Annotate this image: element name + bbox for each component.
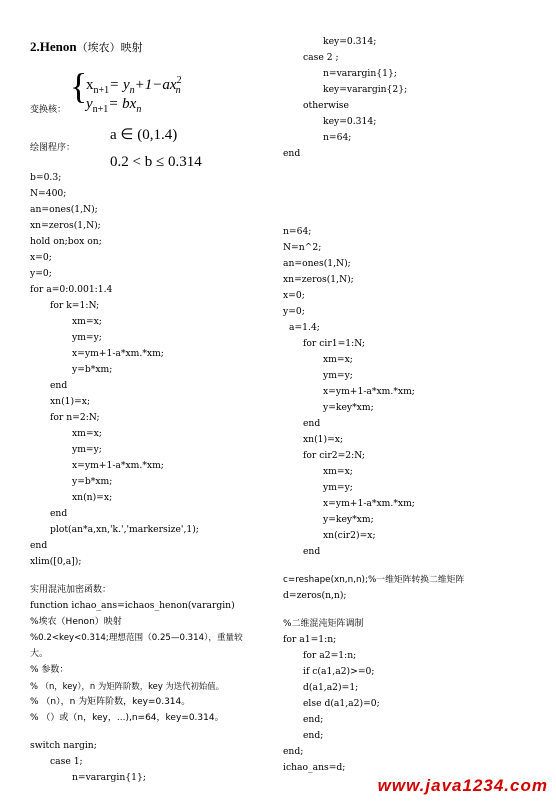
code-line: end: [303, 418, 321, 429]
code-line: hold on;box on;: [30, 236, 102, 247]
plot-label: 绘图程序：: [30, 143, 76, 153]
comment-line: % 参数：: [30, 665, 69, 675]
code-line: xm=x;: [72, 316, 102, 327]
comment-line: % （）或（n，key，...),n=64，key=0.314。: [30, 713, 224, 723]
code-line: xn(1)=x;: [303, 434, 344, 445]
code-line: case 2 ;: [303, 52, 339, 63]
code-line: n=varargin{1};: [72, 772, 146, 783]
code-line: xn(1)=x;: [50, 396, 91, 407]
code-line: y=key*xm;: [323, 402, 374, 413]
code-line: ym=y;: [72, 444, 102, 455]
code-line: for a=0:0.001:1.4: [30, 284, 113, 295]
code-line: x=ym+1-a*xm.*xm;: [323, 498, 415, 509]
code-line: if c(a1,a2)>=0;: [303, 666, 375, 677]
code-line: y=b*xm;: [72, 364, 113, 375]
code-line: an=ones(1,N);: [30, 204, 98, 215]
code-line: ym=y;: [323, 370, 353, 381]
code-line: for n=2:N;: [50, 412, 100, 423]
code-line: n=64;: [283, 226, 312, 237]
code-line: for a1=1:n;: [283, 634, 337, 645]
code-line: xn(cir2)=x;: [323, 530, 376, 541]
code-line: y=0;: [283, 306, 305, 317]
code-line: key=0.314;: [323, 116, 377, 127]
title-cn: 映射: [120, 41, 143, 54]
code-line: xn=zeros(1,N);: [30, 220, 101, 231]
func-heading: 实用混沌加密函数：: [30, 585, 112, 595]
code-line: end;: [303, 714, 324, 725]
code-line: end: [30, 540, 48, 551]
equation-brace: {: [70, 66, 88, 106]
title-en: 2.Henon: [30, 39, 77, 54]
code-line: otherwise: [303, 100, 349, 111]
watermark: www.java1234.com: [377, 776, 548, 795]
comment-line: 大。: [30, 649, 49, 659]
code-line: x=ym+1-a*xm.*xm;: [72, 348, 164, 359]
equation-line-2: $y_{n+1}= bx_n$: [86, 96, 142, 115]
code-line: key=varargin{2};: [323, 84, 408, 95]
code-line: y=b*xm;: [72, 476, 113, 487]
code-line: key=0.314;: [323, 36, 377, 47]
comment-line: %埃农（Henon）映射: [30, 617, 122, 627]
comment-line: % （n，key），n 为矩阵阶数，key 为迭代初始值。: [30, 681, 225, 691]
code-line: xm=x;: [323, 466, 353, 477]
code-line: function ichao_ans=ichaos_henon(varargin): [30, 600, 235, 611]
code-line: end;: [283, 746, 304, 757]
code-line: d(a1,a2)=1;: [303, 682, 359, 693]
condition-a: a ∈ (0,1.4): [110, 127, 178, 143]
condition-b: 0.2 < b ≤ 0.314: [110, 154, 202, 170]
code-line: c=reshape(xn,n,n);%一维矩阵转换二维矩阵: [283, 575, 465, 585]
code-line: end;: [303, 730, 324, 741]
code-line: ichao_ans=d;: [283, 762, 346, 773]
code-line: end: [50, 380, 68, 391]
code-line: y=key*xm;: [323, 514, 374, 525]
comment-line: %0.2<key<0.314;理想范围（0.25—0.314），重量较: [30, 633, 243, 643]
code-line: xm=x;: [323, 354, 353, 365]
comment-line: %二维混沌矩阵调制: [283, 619, 364, 629]
code-line: N=400;: [30, 188, 67, 199]
code-line: xn(n)=x;: [72, 492, 113, 503]
code-line: xm=x;: [72, 428, 102, 439]
code-line: for cir2=2:N;: [303, 450, 366, 461]
map-label: 变换核：: [30, 105, 67, 115]
code-line: b=0.3;: [30, 172, 62, 183]
code-line: plot(an*a,xn,'k.','markersize',1);: [50, 524, 199, 535]
code-line: case 1;: [50, 756, 83, 767]
code-line: y=0;: [30, 268, 52, 279]
code-line: x=0;: [283, 290, 305, 301]
code-line: end: [283, 148, 301, 159]
equation-line-1: $x_{n+1}= y_n+1-ax^2_n$: [86, 75, 182, 96]
code-line: xn=zeros(1,N);: [283, 274, 354, 285]
code-line: end: [50, 508, 68, 519]
code-line: N=n^2;: [283, 242, 322, 253]
code-line: for a2=1:n;: [303, 650, 357, 661]
code-line: an=ones(1,N);: [283, 258, 351, 269]
title-paren: （埃农）: [76, 41, 121, 54]
code-line: x=ym+1-a*xm.*xm;: [72, 460, 164, 471]
code-line: x=0;: [30, 252, 52, 263]
code-line: ym=y;: [72, 332, 102, 343]
code-line: else d(a1,a2)=0;: [303, 698, 380, 709]
code-line: xlim([0,a]);: [30, 556, 82, 567]
section-title: [30, 40, 143, 55]
code-line: x=ym+1-a*xm.*xm;: [323, 386, 415, 397]
code-line: n=varargin{1};: [323, 68, 397, 79]
code-line: n=64;: [323, 132, 352, 143]
code-line: for cir1=1:N;: [303, 338, 366, 349]
comment-line: % （n），n 为矩阵阶数，key=0.314。: [30, 697, 191, 707]
code-line: a=1.4;: [289, 322, 320, 333]
code-line: d=zeros(n,n);: [283, 590, 347, 601]
code-line: for k=1:N;: [50, 300, 100, 311]
code-line: switch nargin;: [30, 740, 97, 751]
code-line: ym=y;: [323, 482, 353, 493]
code-line: end: [303, 546, 321, 557]
